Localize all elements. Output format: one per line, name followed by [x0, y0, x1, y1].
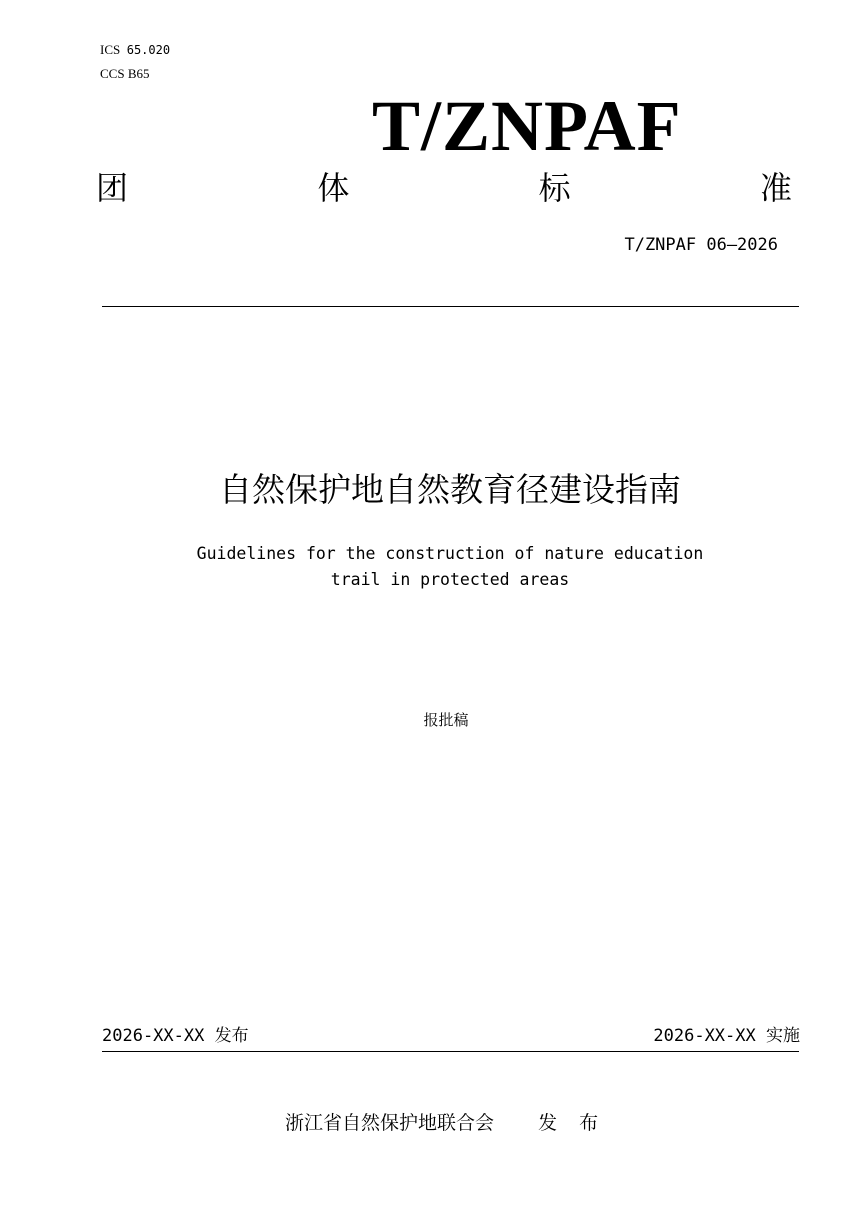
- draft-status: 报批稿: [423, 711, 469, 729]
- brand-logo-text: T/ZNPAF: [372, 86, 682, 166]
- title-english-line-1: Guidelines for the construction of nature education: [196, 544, 704, 563]
- publish-date: 2026-XX-XX: [102, 1026, 205, 1046]
- document-number: T/ZNPAF 06—2026: [624, 235, 778, 255]
- standard-type-char-4: 准: [759, 169, 792, 207]
- publisher-name: 浙江省自然保护地联合会: [285, 1112, 495, 1134]
- ccs-code: B65: [127, 66, 150, 81]
- header-divider: [102, 306, 799, 307]
- standard-type-char-2: 体: [317, 169, 350, 207]
- implement-label: 实施: [766, 1026, 800, 1046]
- ccs-label: CCS: [100, 66, 125, 81]
- footer-divider: [102, 1051, 799, 1052]
- implement-date-line: [653, 1024, 800, 1048]
- ics-line: [100, 42, 170, 58]
- release-label: 发 布: [538, 1112, 607, 1134]
- standard-type-char-3: 标: [538, 169, 571, 207]
- publisher-line: [285, 1110, 606, 1136]
- publish-label: 发布: [214, 1026, 249, 1046]
- title-english-line-2: trail in protected areas: [330, 570, 570, 589]
- ics-label: ICS: [100, 42, 121, 57]
- title-chinese: 自然保护地自然教育径建设指南: [219, 470, 681, 509]
- publish-date-line: [102, 1024, 249, 1048]
- ics-code: 65.020: [126, 43, 171, 57]
- standard-type-char-1: 团: [96, 169, 129, 207]
- ccs-line: [100, 66, 150, 82]
- standard-type-heading: [96, 168, 792, 208]
- implement-date: 2026-XX-XX: [653, 1026, 756, 1046]
